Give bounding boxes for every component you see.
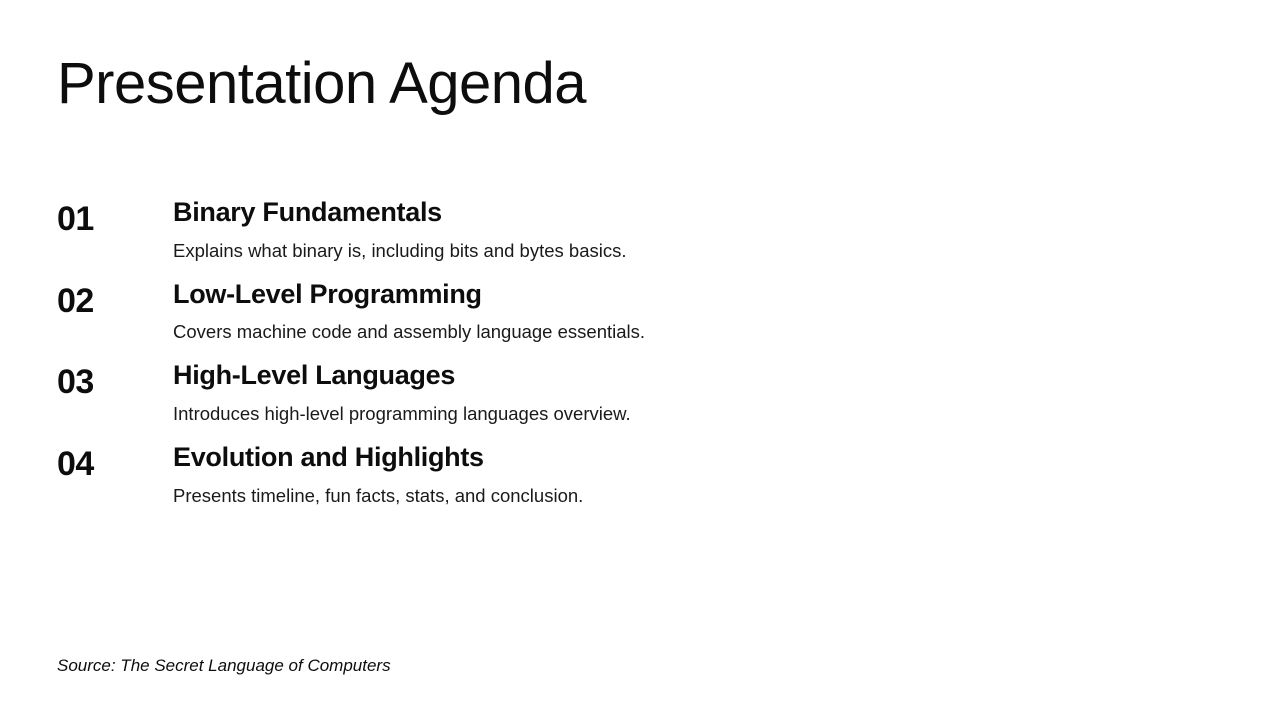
list-item <box>57 278 957 346</box>
item-heading: High-Level Languages <box>173 360 456 391</box>
item-number: 04 <box>57 445 94 484</box>
item-number: 01 <box>57 200 94 238</box>
item-body <box>173 441 957 509</box>
item-description: Presents timeline, fun facts, stats, and conclusion. <box>173 484 584 506</box>
item-number: 02 <box>57 281 94 320</box>
item-heading: Binary Fundamentals <box>173 197 442 227</box>
list-item <box>57 441 957 509</box>
page-title: Presentation Agenda <box>57 51 587 116</box>
item-description: Introduces high-level programming languages overview. <box>173 403 631 425</box>
list-item <box>57 196 957 264</box>
item-body <box>173 359 957 427</box>
agenda-row <box>57 196 957 264</box>
item-heading: Evolution and Highlights <box>173 442 484 473</box>
agenda-row <box>57 441 957 509</box>
item-description: Explains what binary is, including bits and bytes basics. <box>173 239 627 261</box>
agenda-row <box>57 278 957 346</box>
item-body <box>173 278 957 346</box>
item-description: Covers machine code and assembly language essentials. <box>173 321 646 343</box>
item-body <box>173 196 957 264</box>
item-heading: Low-Level Programming <box>173 278 482 309</box>
item-number: 03 <box>57 363 94 402</box>
agenda-list <box>57 196 957 523</box>
source-note: Source: The Secret Language of Computers <box>57 656 391 675</box>
agenda-row <box>57 359 957 427</box>
list-item <box>57 359 957 427</box>
